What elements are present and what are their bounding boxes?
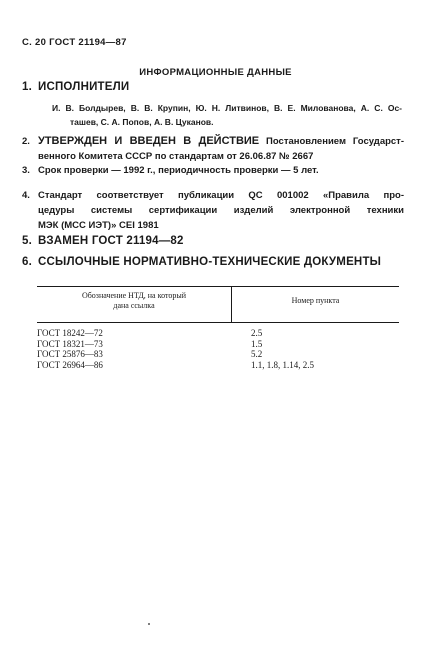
section-1-number: 1.: [22, 81, 32, 93]
section-6-heading: [22, 256, 381, 268]
section-4-line-3: МЭК (МСС ИЭТ)» CEI 1981: [38, 220, 159, 231]
section-4-number: 4.: [22, 190, 30, 201]
table-header-col-2: Номер пункта: [291, 296, 340, 305]
table-row-3-doc: ГОСТ 25876—83: [37, 349, 103, 359]
section-3-text: Срок проверки — 1992 г., периодичность проверки — 5 лет.: [38, 165, 319, 176]
table-top-rule: [37, 286, 399, 287]
table-row-1-doc: ГОСТ 18242—72: [37, 328, 103, 338]
table-row-4-doc: ГОСТ 26964—86: [37, 359, 103, 370]
section-3: [22, 163, 404, 178]
section-5-title: ВЗАМЕН ГОСТ 21194—82: [38, 235, 184, 247]
section-6-number: 6.: [22, 256, 32, 268]
table-row-2-item: 1.5: [251, 338, 263, 349]
section-1-heading: [22, 81, 129, 93]
section-3-number: 3.: [22, 165, 30, 176]
scan-speck: [148, 623, 150, 625]
table-row-4-item: 1.1, 1.8, 1.14, 2.5: [251, 359, 314, 370]
page-header: С. 20 ГОСТ 21194—87: [22, 37, 127, 48]
section-4-line1-text: Стандарт соответствует публикации QC 001002 «Правила про-: [38, 190, 404, 201]
table-header-col-1: [37, 291, 231, 311]
section-2-line-2: венного Комитета СССР по стандартам от 26.06.87 № 2667: [38, 151, 314, 162]
section-5-heading: [22, 235, 184, 247]
section-4-line-1: [22, 188, 404, 203]
col-1-header-line-1: Обозначение НТД, на который: [81, 291, 187, 300]
section-1-title: ИСПОЛНИТЕЛИ: [38, 81, 130, 93]
authors-line-1: И. В. Болдырев, В. В. Крупин, Ю. Н. Литвинов, В. Е. Милованова, А. С. Ос-: [52, 103, 402, 113]
section-2-number: 2.: [22, 136, 30, 147]
section-2: [22, 134, 404, 164]
section-2-line-1: [22, 134, 404, 149]
table-row-1-item: 2.5: [251, 328, 263, 338]
section-5-number: 5.: [22, 235, 32, 247]
section-1-authors: [52, 101, 402, 129]
authors-line-2: ташев, С. А. Попов, А. В. Цуканов.: [70, 117, 214, 127]
section-2-lead: УТВЕРЖДЕН И ВВЕДЕН В ДЕЙСТВИЕ: [38, 135, 260, 147]
section-6-title: ССЫЛОЧНЫЕ НОРМАТИВНО-ТЕХНИЧЕСКИЕ ДОКУМЕНТЫ: [38, 256, 382, 268]
table-header-rule: [37, 322, 399, 323]
col-1-header-line-2: дана ссылка: [113, 301, 155, 310]
section-4-line-2: цедуры системы сертификации изделий электронной техники: [38, 205, 404, 216]
table-row-3-item: 5.2: [251, 349, 263, 359]
table-row-2-doc: ГОСТ 18321—73: [37, 338, 103, 349]
section-2-line1-rest: Постановлением Государст-: [259, 136, 404, 147]
document-title: ИНФОРМАЦИОННЫЕ ДАННЫЕ: [139, 67, 292, 78]
section-4: [22, 188, 404, 233]
